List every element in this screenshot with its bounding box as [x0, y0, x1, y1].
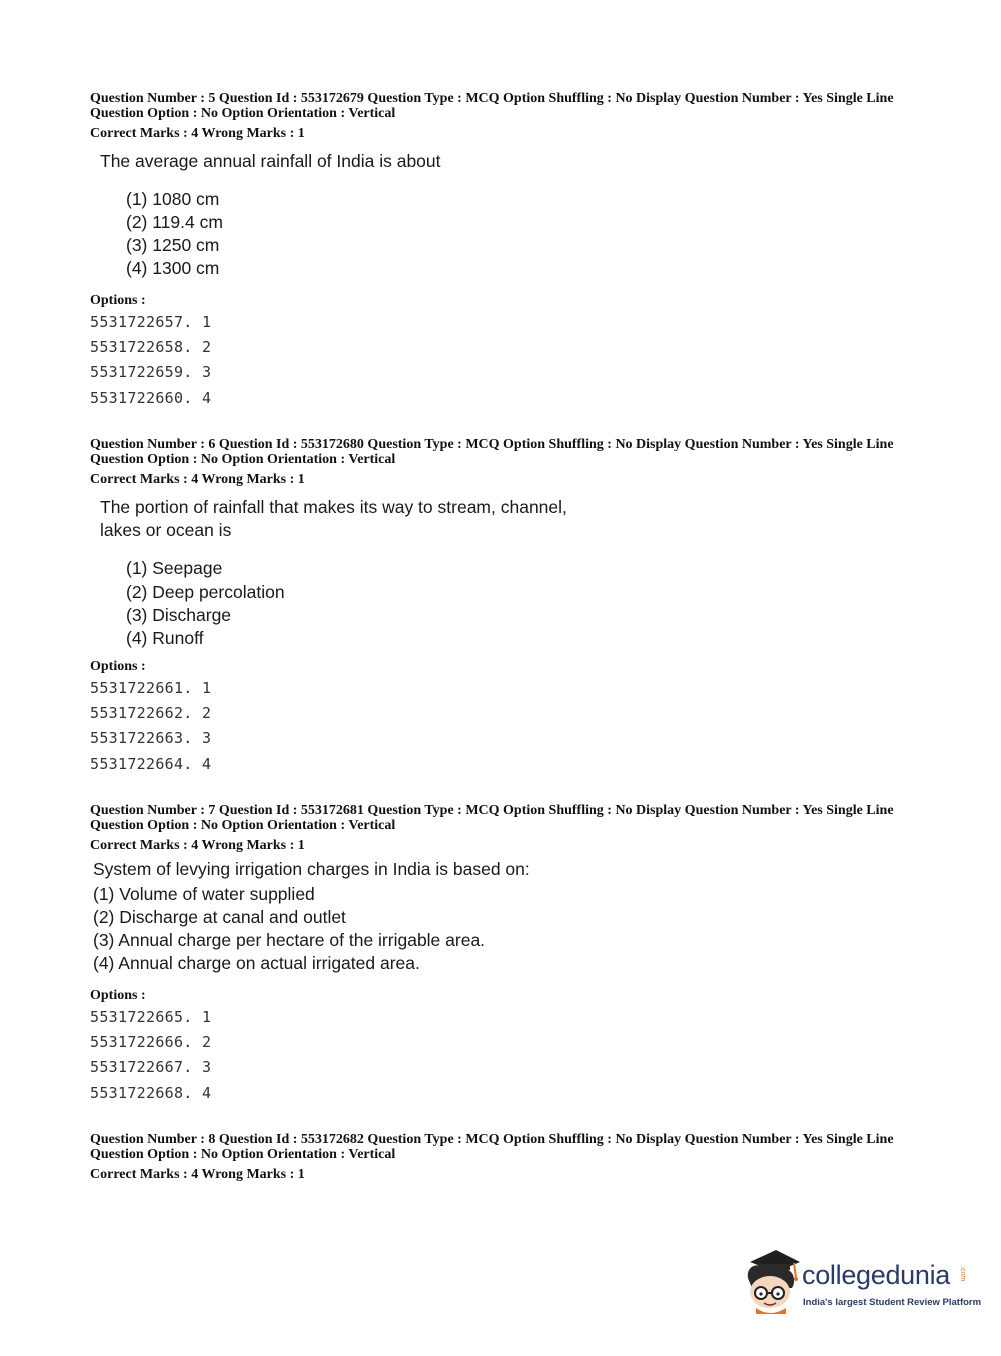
- question-6-choice-3: (3) Discharge: [126, 605, 232, 625]
- question-8-meta: Question Number : 8 Question Id : 553172682 Question Type : MCQ Option Shuffling : No Display Question Number : Yes Single Line Question Option : No Option Orientation : Vertical: [90, 1132, 894, 1162]
- question-7-choice-1: (1) Volume of water supplied: [93, 884, 315, 904]
- question-5-option-1: 5531722657. 1: [90, 313, 212, 331]
- question-7-option-2: 5531722666. 2: [90, 1033, 212, 1051]
- question-6-choice-4: (4) Runoff: [126, 628, 204, 648]
- question-text-line: The portion of rainfall that makes its way to stream, channel,: [100, 497, 567, 517]
- question-6-option-4: 5531722664. 4: [90, 755, 212, 773]
- question-6-text: [100, 496, 567, 542]
- question-5-choice-4: (4) 1300 cm: [126, 258, 220, 278]
- question-7-choice-2: (2) Discharge at canal and outlet: [93, 907, 346, 927]
- question-5-options-label: Options :: [90, 293, 146, 308]
- question-5-marks: Correct Marks : 4 Wrong Marks : 1: [90, 126, 305, 141]
- question-5-option-4: 5531722660. 4: [90, 389, 212, 407]
- question-6-choice-1: (1) Seepage: [126, 558, 223, 578]
- question-6-option-2: 5531722662. 2: [90, 704, 212, 722]
- question-6-options-label: Options :: [90, 659, 146, 674]
- question-text-line: lakes or ocean is: [100, 520, 232, 540]
- question-5-option-3: 5531722659. 3: [90, 363, 212, 381]
- question-7-choice-4: (4) Annual charge on actual irrigated area.: [93, 953, 420, 973]
- logo-wordmark: collegedunia: [802, 1260, 951, 1290]
- question-7-text: [93, 858, 530, 881]
- question-5-meta: Question Number : 5 Question Id : 553172679 Question Type : MCQ Option Shuffling : No Display Question Number : Yes Single Line Question Option : No Option Orientation : Vertical: [90, 91, 894, 121]
- question-5-choice-3: (3) 1250 cm: [126, 235, 220, 255]
- question-8-marks: Correct Marks : 4 Wrong Marks : 1: [90, 1167, 305, 1182]
- logo-tagline: India's largest Student Review Platform: [803, 1297, 982, 1308]
- question-7-options-label: Options :: [90, 988, 146, 1003]
- question-6-marks: Correct Marks : 4 Wrong Marks : 1: [90, 472, 305, 487]
- question-6-meta: Question Number : 6 Question Id : 553172680 Question Type : MCQ Option Shuffling : No Display Question Number : Yes Single Line Question Option : No Option Orientation : Vertical: [90, 437, 894, 467]
- question-5-choice-1: (1) 1080 cm: [126, 189, 220, 209]
- question-7-meta: Question Number : 7 Question Id : 553172681 Question Type : MCQ Option Shuffling : No Display Question Number : Yes Single Line Question Option : No Option Orientation : Vertical: [90, 803, 894, 833]
- question-7-option-1: 5531722665. 1: [90, 1008, 212, 1026]
- question-text-line: The average annual rainfall of India is about: [100, 151, 441, 171]
- question-text-line: System of levying irrigation charges in India is based on:: [93, 859, 530, 879]
- logo-suffix: .com: [959, 1266, 966, 1282]
- question-6-choice-2: (2) Deep percolation: [126, 582, 285, 602]
- question-5-option-2: 5531722658. 2: [90, 338, 212, 356]
- collegedunia-logo: [742, 1248, 982, 1318]
- question-7-option-3: 5531722667. 3: [90, 1058, 212, 1076]
- question-6-option-1: 5531722661. 1: [90, 679, 212, 697]
- question-7-option-4: 5531722668. 4: [90, 1084, 212, 1102]
- question-5-choice-2: (2) 119.4 cm: [126, 212, 223, 232]
- question-7-choice-3: (3) Annual charge per hectare of the irrigable area.: [93, 930, 486, 950]
- question-7-marks: Correct Marks : 4 Wrong Marks : 1: [90, 838, 305, 853]
- mascot-icon: [742, 1248, 804, 1318]
- question-6-option-3: 5531722663. 3: [90, 729, 212, 747]
- question-5-text: [100, 150, 441, 173]
